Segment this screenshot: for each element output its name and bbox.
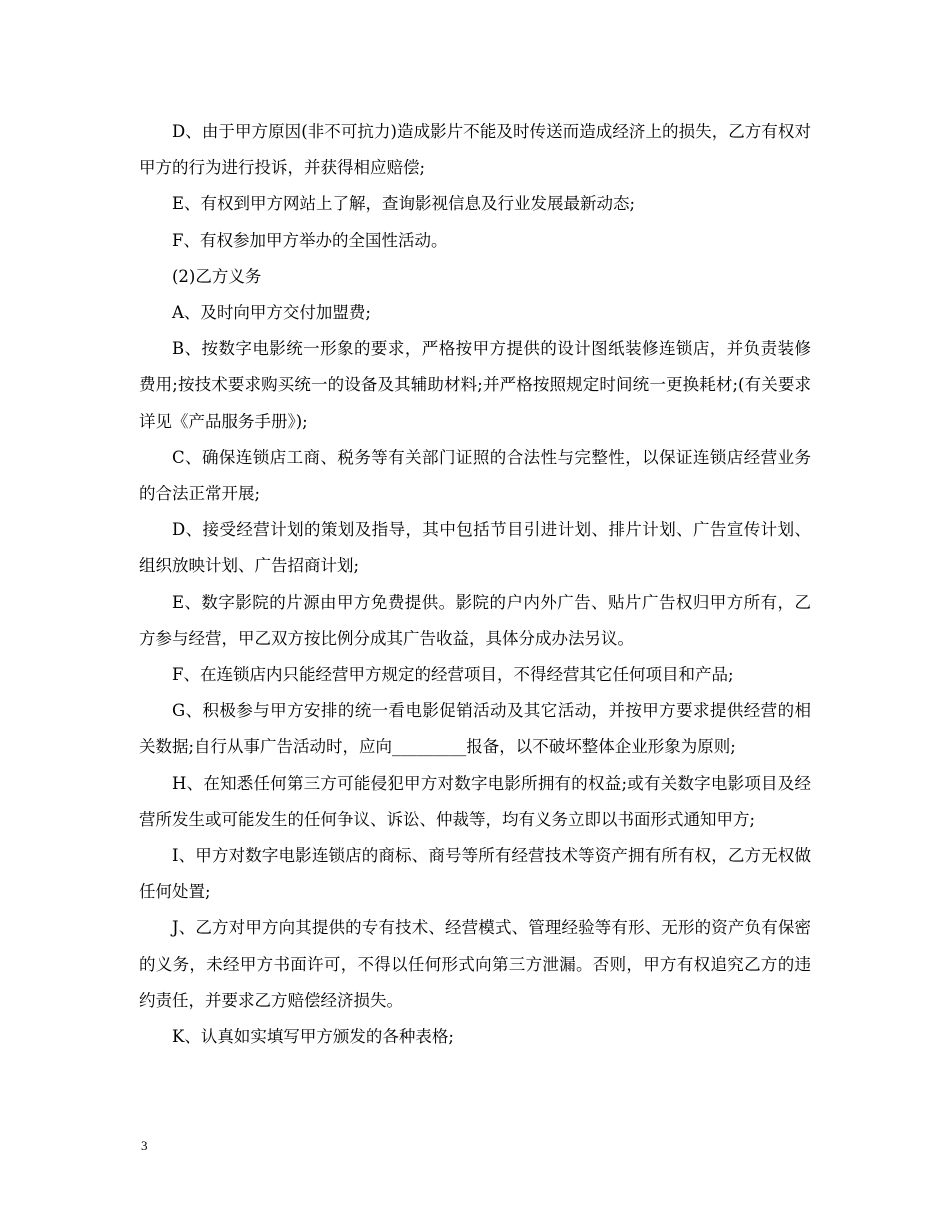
paragraph-d-obligation: D、接受经营计划的策划及指导，其中包括节目引进计划、排片计划、广告宣传计划、组织放映计划、广告招商计划; xyxy=(139,520,811,576)
paragraph-d-rights: D、由于甲方原因(非不可抗力)造成影片不能及时传送而造成经济上的损失，乙方有权对甲方的行为进行投诉，并获得相应赔偿; xyxy=(139,122,811,178)
paragraph-g-obligation: G、积极参与甲方安排的统一看电影促销活动及其它活动，并按甲方要求提供经营的相关数据;自行从事广告活动时，应向_________报备，以不破坏整体企业形象为原则; xyxy=(139,701,811,757)
paragraph-h-obligation: H、在知悉任何第三方可能侵犯甲方对数字电影所拥有的权益;或有关数字电影项目及经营所发生或可能发生的任何争议、诉讼、仲裁等，均有义务立即以书面形式通知甲方; xyxy=(139,773,811,829)
page-number: 3 xyxy=(141,1138,148,1153)
paragraph-i-obligation: I、甲方对数字电影连锁店的商标、商号等所有经营技术等资产拥有所有权，乙方无权做任何处置; xyxy=(139,846,811,902)
paragraph-k-obligation: K、认真如实填写甲方颁发的各种表格; xyxy=(172,1027,454,1047)
paragraph-e-obligation: E、数字影院的片源由甲方免费提供。影院的户内外广告、贴片广告权归甲方所有，乙方参与经营，甲乙双方按比例分成其广告收益，具体分成办法另议。 xyxy=(139,592,811,648)
paragraph-f-obligation: F、在连锁店内只能经营甲方规定的经营项目，不得经营其它任何项目和产品; xyxy=(172,665,734,685)
section-heading-obligations: (2)乙方义务 xyxy=(172,266,262,286)
paragraph-e-rights: E、有权到甲方网站上了解，查询影视信息及行业发展最新动态; xyxy=(172,194,636,214)
paragraph-c-obligation: C、确保连锁店工商、税务等有关部门证照的合法性与完整性，以保证连锁店经营业务的合法正常开展; xyxy=(139,447,811,504)
paragraph-f-rights: F、有权参加甲方举办的全国性活动。 xyxy=(172,230,448,250)
paragraph-a-obligation: A、及时向甲方交付加盟费; xyxy=(172,303,371,323)
document-body xyxy=(139,114,811,1055)
paragraph-b-obligation: B、按数字电影统一形象的要求，严格按甲方提供的设计图纸装修连锁店，并负责装修费用;按技术要求购买统一的设备及其辅助材料;并严格按照规定时间统一更换耗材;(有关要求详见《产品服务手册》); xyxy=(139,339,811,431)
paragraph-j-obligation: J、乙方对甲方向其提供的专有技术、经营模式、管理经验等有形、无形的资产负有保密的义务，未经甲方书面许可，不得以任何形式向第三方泄漏。否则，甲方有权追究乙方的违约责任，并要求乙方赔偿经济损失。 xyxy=(139,918,811,1010)
